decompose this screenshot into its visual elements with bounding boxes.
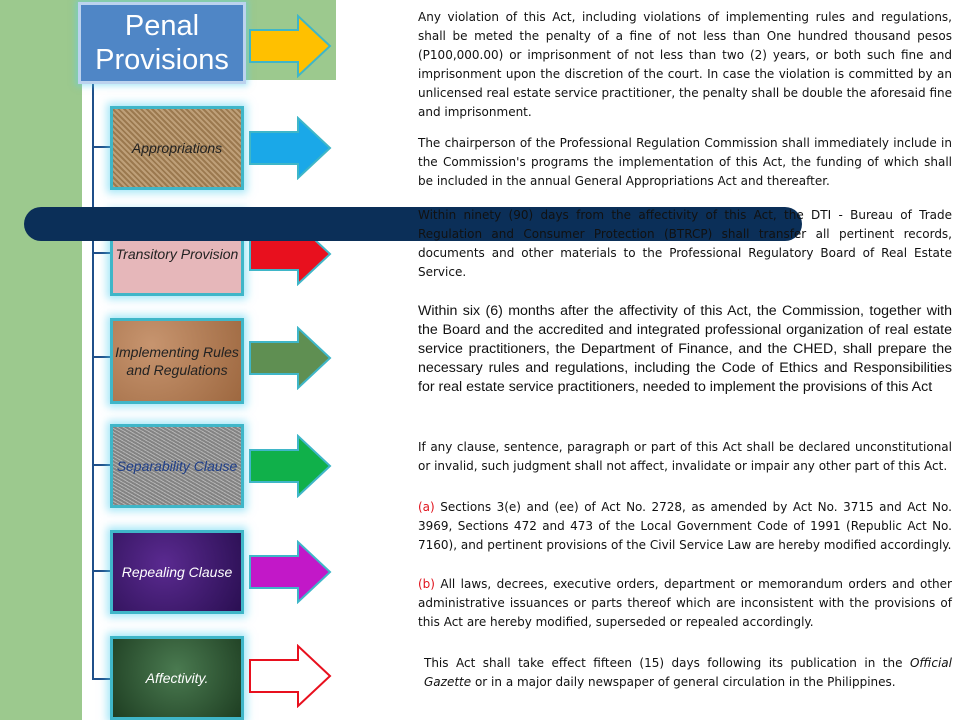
paragraph-appropriations: The chairperson of the Professional Regulation Commission shall immediately include in the Commission's programs the implementation of this Act, the funding of which shall be included in the annual General Appropriations Act and thereafter. [418, 136, 952, 188]
box-separability-clause [110, 424, 244, 508]
paragraph-penal: Any violation of this Act, including violations of implementing rules and regulations, shall be meted the penalty of a fine of not less than One hundred thousand pesos (P100,000.00) or imprisonment of not less than two (2) years, or both such fine and imprisonment upon the discretion of the court. In case the violation is committed by an unlicensed real estate service practitioner, the penalty shall be double the aforesaid fine and imprisonment. [418, 10, 952, 119]
connector-branch [92, 146, 110, 148]
paragraph-repealing-b [418, 575, 952, 632]
affectivity-post: or in a major daily newspaper of general circulation in the Philippines. [474, 675, 896, 689]
affectivity-italic: Official Gazette [424, 656, 952, 689]
paragraph-separability: If any clause, sentence, paragraph or part of this Act shall be declared unconstitutional or invalid, such judgment shall not affect, invalidate or impair any other part of this Act. [418, 440, 952, 473]
arrow-shape [250, 542, 330, 602]
arrow-separability-clause [248, 434, 334, 498]
marker-a: (a) [418, 500, 435, 514]
title-penal-provisions: Penal Provisions [78, 2, 246, 84]
left-green-strip [0, 0, 82, 720]
box-label: Transitory Provision [115, 246, 239, 262]
paragraph-irr: Within six (6) months after the affectivity of this Act, the Commission, together with the Board and the accredited and integrated professional organization of real estate service practitioners, the Department of Finance, and the CHED, shall prepare the necessary rules and regulations, including the Code of Ethics and Responsibilities for real estate service practitioners, needed to implement the provisions of this Act [418, 303, 952, 395]
marker-b: (b) [418, 577, 435, 591]
box-implementing-rules [110, 318, 244, 404]
arrow-shape [250, 328, 330, 388]
connector-branch [92, 252, 110, 254]
arrow-implementing-rules [248, 326, 334, 390]
arrow-appropriations [248, 116, 334, 180]
box-label: Affectivity. [145, 670, 209, 686]
paragraph-repealing-a [418, 498, 952, 555]
arrow-affectivity [248, 644, 334, 708]
tree-connector [92, 84, 94, 680]
box-appropriations [110, 106, 244, 190]
repealing-b-text: All laws, decrees, executive orders, department or memorandum orders and other administrative issuances or parts thereof which are inconsistent with the provisions of this Act are hereby modified, superseded or repealed accordingly. [418, 577, 952, 629]
paragraph-transitory [418, 206, 952, 282]
arrow-repealing-clause [248, 540, 334, 604]
arrow-penal-provisions [248, 14, 334, 78]
box-repealing-clause [110, 530, 244, 614]
arrow-shape [250, 436, 330, 496]
affectivity-pre: This Act shall take effect fifteen (15) days following its publication in the [424, 656, 903, 670]
box-label: Appropriations [131, 140, 223, 156]
connector-branch [92, 356, 110, 358]
box-affectivity [110, 636, 244, 720]
repealing-a-text: Sections 3(e) and (ee) of Act No. 2728, as amended by Act No. 3715 and Act No. 3969, Sections 472 and 473 of the Local Government Code of 1991 (Republic Act No. 7160), and pertinent provisions of the Civil Service Law are hereby modified accordingly. [418, 500, 952, 552]
arrow-shape [250, 118, 330, 178]
connector-branch [92, 464, 110, 466]
arrow-shape [250, 16, 330, 76]
box-label: Repealing Clause [121, 564, 233, 580]
connector-branch [92, 570, 110, 572]
connector-branch [92, 678, 110, 680]
paragraph-transitory-text: Within ninety (90) days from the affectivity of this Act, the DTI - Bureau of Trade Regulation and Consumer Protection (BTRCP) shall transfer all pertinent records, documents and other materials to the Professional Regulatory Board of Real Estate Service. [418, 208, 952, 279]
box-label: Separability Clause [116, 458, 238, 474]
box-label: Implementing Rules and Regulations [115, 344, 239, 378]
paragraph-affectivity [418, 654, 952, 692]
arrow-shape [250, 646, 330, 706]
